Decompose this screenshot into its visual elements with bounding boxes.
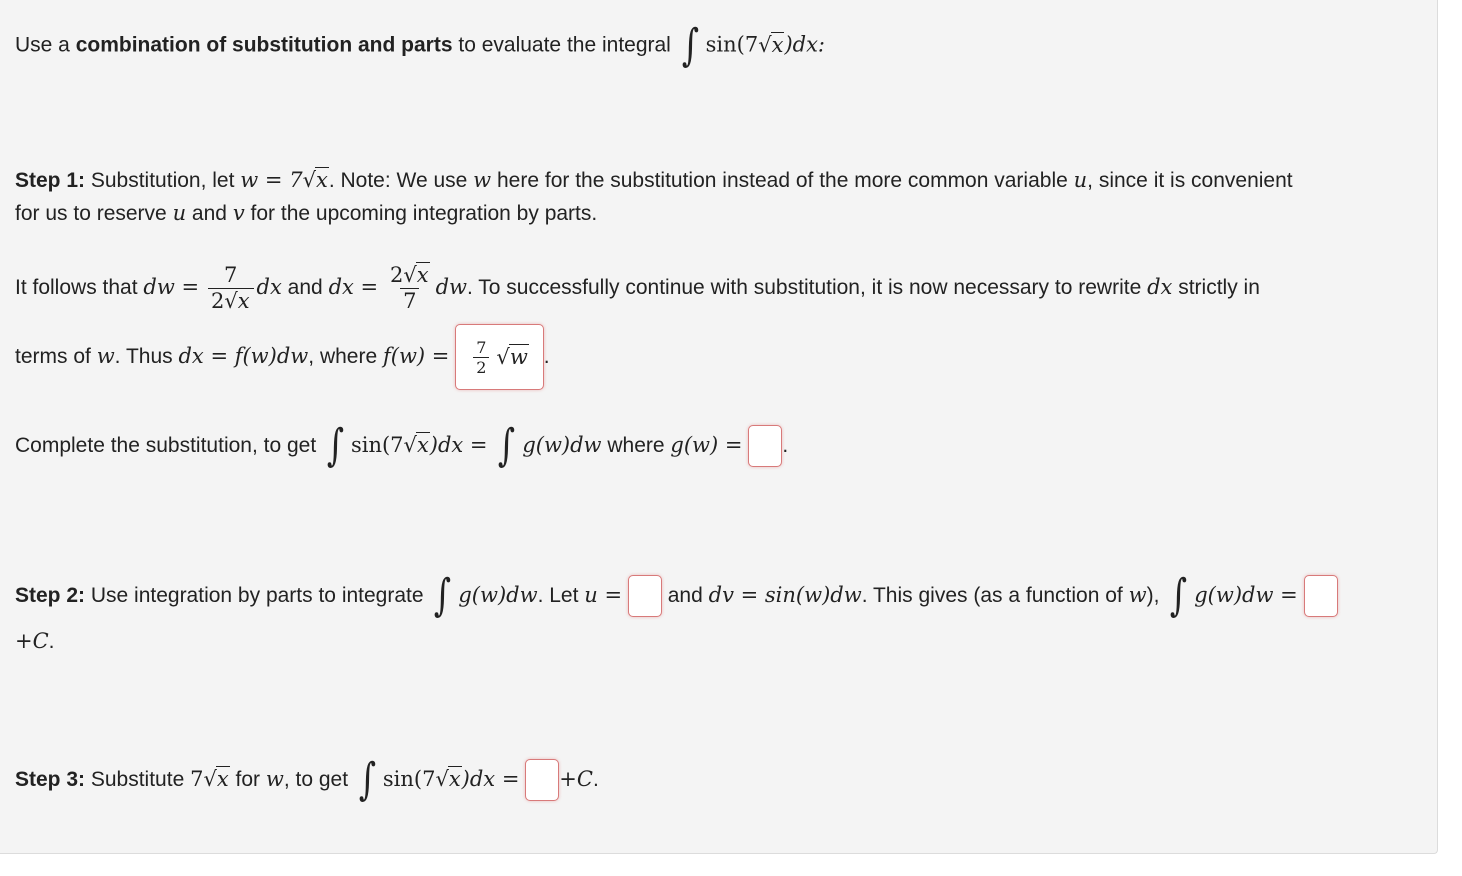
dx-eq: dx =	[328, 275, 379, 299]
integral-sign: ∫	[326, 420, 345, 472]
step1-text: for us to reserve	[15, 202, 173, 225]
follows-text: . Thus	[114, 345, 179, 368]
var-u: u	[172, 201, 187, 225]
step3-text: for	[229, 768, 266, 791]
step2-text: ),	[1146, 584, 1160, 607]
g-integral-eq: g(w)dw =	[1194, 583, 1298, 607]
follows-text: . To successfully continue with substitution, it is now necessary to rewrite	[467, 276, 1148, 299]
answer-fraction	[473, 338, 489, 377]
step1-text: for the upcoming integration by parts.	[244, 202, 598, 225]
frac-num: 7	[224, 262, 238, 287]
step1-text: here for the substitution instead of the more common variable	[491, 169, 1074, 192]
fraction-dx	[387, 263, 433, 314]
step2-text: . This gives (as a function of	[861, 584, 1129, 607]
frac-den: 7	[400, 288, 419, 314]
answer-box-fw[interactable]	[455, 324, 544, 390]
radicand: x	[315, 168, 328, 192]
period: .	[48, 630, 55, 653]
step3-line	[15, 754, 599, 806]
follows-text: , where	[308, 345, 383, 368]
radicand: x	[448, 767, 461, 791]
plus-c: +C	[15, 629, 49, 653]
var-w: w	[265, 767, 284, 791]
follows-line1	[15, 254, 1260, 321]
gw-eq: g(w) =	[670, 433, 743, 457]
step2-line1	[15, 570, 1338, 622]
var-w: w	[1128, 583, 1147, 607]
var-v: v	[232, 201, 245, 225]
dx: dx	[256, 275, 282, 299]
intro-tail: )dx:	[784, 32, 826, 57]
answer-box-u[interactable]	[628, 575, 662, 617]
sqrt-symbol: √x	[403, 262, 429, 287]
intro-suffix: to evaluate the integral	[452, 33, 671, 57]
u-eq: u =	[584, 583, 623, 607]
var-w: w	[473, 168, 492, 192]
sqrt-symbol: √w	[496, 345, 528, 370]
integral-sign: ∫	[358, 754, 376, 806]
g-integrand: g(w)dw	[458, 583, 538, 607]
integrand-tail: )dx =	[461, 767, 520, 791]
sqrt-symbol: √x	[302, 168, 328, 192]
step2-text: Use integration by parts to integrate	[85, 584, 424, 607]
integral-sign: ∫	[434, 570, 452, 622]
radicand: w	[509, 345, 528, 370]
follows-text: strictly in	[1172, 276, 1260, 299]
sqrt-symbol: √x	[403, 433, 429, 457]
period: .	[543, 345, 550, 368]
radicand: x	[416, 433, 429, 457]
complete-line	[15, 420, 789, 472]
step2-label: Step 2:	[15, 584, 86, 607]
integral-sign: ∫	[681, 20, 699, 71]
step2-text: . Let	[537, 584, 585, 607]
intro-line	[15, 20, 826, 71]
sqrt-symbol: √x	[203, 767, 229, 791]
step1-line1	[15, 164, 1293, 197]
integrand: sin(7	[382, 767, 436, 791]
step1-w-eq: w = 7	[240, 168, 303, 192]
coefficient: 7	[190, 767, 204, 791]
g-integrand: g(w)dw	[522, 433, 602, 457]
frac-den: 2	[473, 357, 489, 377]
intro-prefix: Use a	[15, 33, 76, 57]
fw-eq: f(w) =	[382, 344, 450, 368]
radicand: x	[237, 288, 250, 313]
integral-sign: ∫	[498, 420, 516, 472]
complete-text: where	[601, 434, 671, 457]
step1-text: and	[186, 202, 233, 225]
frac-num: 7	[476, 337, 487, 357]
integral-sign: ∫	[1170, 570, 1188, 622]
integrand: sin(7	[350, 433, 404, 457]
radicand: x	[771, 32, 784, 57]
step1-text: . Note: We use	[328, 169, 474, 192]
follows-text: It follows that	[15, 276, 144, 299]
dw: dw	[435, 275, 467, 299]
follows-text: and	[281, 276, 329, 299]
step3-text: Substitute	[85, 768, 191, 791]
intro-integrand: sin(7	[705, 32, 759, 57]
sqrt-symbol: √x	[435, 767, 461, 791]
dv-eq: dv = sin(w)dw	[708, 583, 862, 607]
step1-text: , since it is convenient	[1087, 169, 1293, 192]
frac-num: 2	[389, 262, 404, 287]
plus-c: +C	[559, 767, 593, 791]
dx-fw: dx = f(w)dw	[178, 344, 309, 368]
frac-den: 2	[210, 288, 225, 313]
integrand-tail: )dx =	[429, 433, 488, 457]
follows-text: terms of	[15, 345, 97, 368]
step2-text: and	[667, 584, 709, 607]
step2-line2	[15, 625, 55, 658]
var-u: u	[1073, 168, 1088, 192]
dx: dx	[1147, 275, 1173, 299]
var-w: w	[96, 344, 115, 368]
dw-eq: dw =	[143, 275, 200, 299]
period: .	[592, 768, 599, 791]
follows-line2	[15, 322, 550, 391]
step1-label: Step 1:	[15, 169, 86, 192]
radicand: x	[216, 767, 229, 791]
radicand: x	[416, 262, 429, 287]
step3-text: , to get	[283, 768, 349, 791]
sqrt-symbol: √x	[224, 288, 250, 313]
period: .	[782, 434, 789, 457]
step1-line2	[15, 197, 597, 230]
fraction-dw	[208, 263, 254, 314]
sqrt-symbol: √x	[758, 32, 784, 57]
complete-text: Complete the substitution, to get	[15, 434, 317, 457]
answer-box-final[interactable]	[525, 759, 559, 801]
answer-box-parts[interactable]	[1304, 575, 1338, 617]
step3-label: Step 3:	[15, 768, 86, 791]
intro-bold: combination of substitution and parts	[75, 33, 453, 57]
step1-text: Substitution, let	[85, 169, 241, 192]
answer-box-gw[interactable]	[748, 425, 782, 467]
